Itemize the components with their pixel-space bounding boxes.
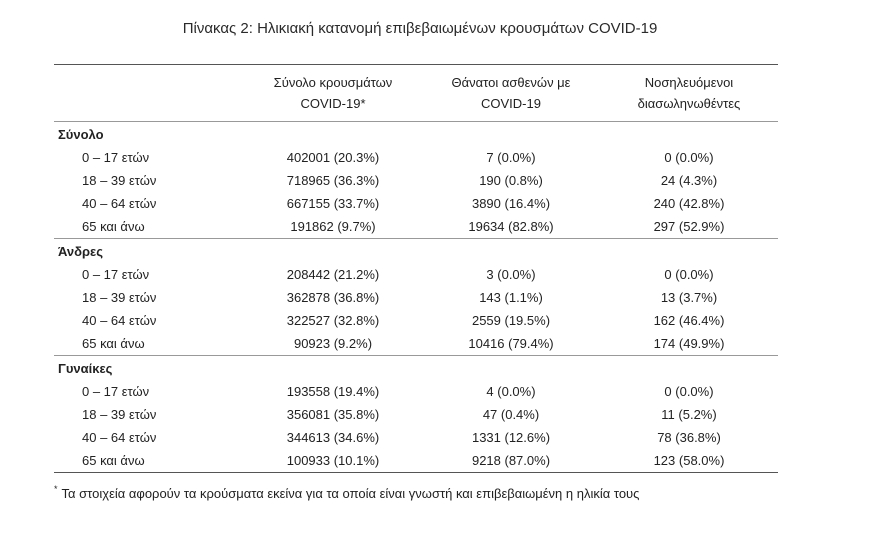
age-cell: 40 – 64 ετών	[82, 196, 157, 211]
group-label: Άνδρες	[58, 243, 103, 259]
table-row	[54, 215, 778, 239]
header-intubated-line1: Νοσηλευόμενοι	[644, 75, 734, 90]
age-cell: 18 – 39 ετών	[82, 407, 157, 422]
age-cell: 40 – 64 ετών	[82, 313, 157, 328]
table-row	[54, 169, 778, 192]
group-label: Γυναίκες	[58, 360, 113, 376]
cases-cell: 90923 (9.2%)	[293, 336, 373, 351]
header-deaths	[422, 65, 600, 122]
footnote	[54, 484, 639, 501]
group-label: Σύνολο	[58, 126, 104, 142]
intubated-cell: 78 (36.8%)	[657, 430, 721, 445]
table-row	[54, 449, 778, 472]
age-cell: 65 και άνω	[82, 453, 145, 468]
table-row	[54, 309, 778, 332]
intubated-cell: 162 (46.4%)	[653, 313, 725, 328]
header-intubated	[600, 65, 778, 122]
table-body	[54, 122, 778, 472]
header-deaths-line2: COVID-19	[481, 96, 541, 111]
cases-cell: 402001 (20.3%)	[286, 150, 380, 165]
table-row	[54, 332, 778, 356]
header-deaths-line1: Θάνατοι ασθενών με	[451, 75, 571, 90]
age-cell: 0 – 17 ετών	[82, 384, 150, 399]
cases-cell: 718965 (36.3%)	[286, 173, 380, 188]
header-row	[54, 65, 778, 122]
cases-cell: 322527 (32.8%)	[286, 313, 380, 328]
age-cell: 0 – 17 ετών	[82, 267, 150, 282]
intubated-cell: 297 (52.9%)	[653, 219, 725, 234]
header-total-cases-line1: Σύνολο κρουσμάτων	[273, 75, 393, 90]
deaths-cell: 3890 (16.4%)	[471, 196, 551, 211]
cases-cell: 344613 (34.6%)	[286, 430, 380, 445]
footnote-marker: *	[54, 484, 58, 494]
cases-cell: 100933 (10.1%)	[286, 453, 380, 468]
deaths-cell: 4 (0.0%)	[486, 384, 536, 399]
deaths-cell: 9218 (87.0%)	[471, 453, 551, 468]
table-title: Πίνακας 2: Ηλικιακή κατανομή επιβεβαιωμένων κρουσμάτων COVID-19	[182, 20, 658, 37]
age-cell: 0 – 17 ετών	[82, 150, 150, 165]
intubated-cell: 0 (0.0%)	[664, 150, 714, 165]
deaths-cell: 7 (0.0%)	[486, 150, 536, 165]
intubated-cell: 174 (49.9%)	[653, 336, 725, 351]
intubated-cell: 13 (3.7%)	[660, 290, 718, 305]
intubated-cell: 240 (42.8%)	[653, 196, 725, 211]
header-total-cases-line2: COVID-19*	[300, 96, 366, 111]
intubated-cell: 123 (58.0%)	[653, 453, 725, 468]
cases-cell: 208442 (21.2%)	[286, 267, 380, 282]
age-cell: 18 – 39 ετών	[82, 290, 157, 305]
cases-cell: 667155 (33.7%)	[286, 196, 380, 211]
header-intubated-line2: διασωληνωθέντες	[637, 96, 741, 111]
deaths-cell: 10416 (79.4%)	[468, 336, 554, 351]
deaths-cell: 2559 (19.5%)	[471, 313, 551, 328]
group-header-row	[54, 356, 778, 380]
group-header-row	[54, 122, 778, 146]
deaths-cell: 47 (0.4%)	[482, 407, 540, 422]
age-distribution-table	[54, 64, 778, 473]
age-cell: 65 και άνω	[82, 219, 145, 234]
table-row	[54, 146, 778, 169]
intubated-cell: 11 (5.2%)	[661, 407, 717, 422]
table-row	[54, 192, 778, 215]
age-cell: 65 και άνω	[82, 336, 145, 351]
deaths-cell: 1331 (12.6%)	[471, 430, 551, 445]
table-row	[54, 263, 778, 286]
footnote-text: Τα στοιχεία αφορούν τα κρούσματα εκείνα για τα οποία είναι γνωστή και επιβεβαιωμένη η ηλικία τους	[61, 486, 640, 501]
table-row	[54, 380, 778, 403]
data-table	[54, 65, 778, 472]
intubated-cell: 24 (4.3%)	[660, 173, 718, 188]
cases-cell: 193558 (19.4%)	[286, 384, 380, 399]
deaths-cell: 3 (0.0%)	[486, 267, 536, 282]
deaths-cell: 19634 (82.8%)	[468, 219, 554, 234]
intubated-cell: 0 (0.0%)	[664, 384, 714, 399]
bottom-rule	[54, 472, 778, 473]
deaths-cell: 143 (1.1%)	[479, 290, 543, 305]
header-total-cases	[244, 65, 422, 122]
header-blank	[54, 65, 244, 122]
cases-cell: 356081 (35.8%)	[286, 407, 380, 422]
deaths-cell: 190 (0.8%)	[479, 173, 543, 188]
age-cell: 18 – 39 ετών	[82, 173, 157, 188]
group-header-row	[54, 239, 778, 263]
age-cell: 40 – 64 ετών	[82, 430, 157, 445]
cases-cell: 191862 (9.7%)	[290, 219, 376, 234]
table-row	[54, 286, 778, 309]
cases-cell: 362878 (36.8%)	[286, 290, 380, 305]
table-row	[54, 426, 778, 449]
table-row	[54, 403, 778, 426]
intubated-cell: 0 (0.0%)	[664, 267, 714, 282]
